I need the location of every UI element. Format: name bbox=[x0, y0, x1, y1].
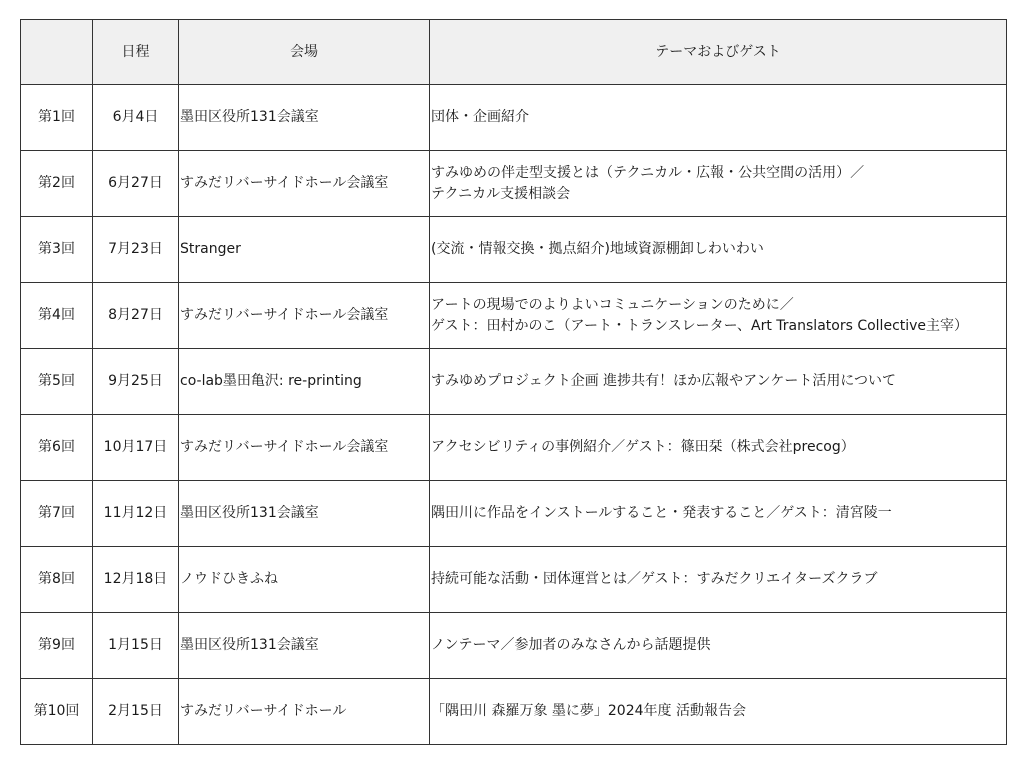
session-cell: 第6回 bbox=[21, 415, 93, 481]
table-row bbox=[21, 613, 1007, 679]
date-cell: 12月18日 bbox=[93, 547, 179, 613]
table-row bbox=[21, 217, 1007, 283]
table-header bbox=[21, 20, 1007, 85]
session-cell: 第1回 bbox=[21, 85, 93, 151]
session-cell: 第3回 bbox=[21, 217, 93, 283]
venue-cell: Stranger bbox=[179, 217, 430, 283]
venue-cell: すみだリバーサイドホール bbox=[179, 679, 430, 745]
date-cell: 6月4日 bbox=[93, 85, 179, 151]
header-date: 日程 bbox=[93, 20, 179, 85]
theme-cell: ノンテーマ／参加者のみなさんから話題提供 bbox=[430, 613, 1007, 679]
header-venue: 会場 bbox=[179, 20, 430, 85]
table-row bbox=[21, 547, 1007, 613]
theme-cell: アクセシビリティの事例紹介／ゲスト：篠田栞（株式会社precog） bbox=[430, 415, 1007, 481]
theme-cell: 持続可能な活動・団体運営とは／ゲスト：すみだクリエイターズクラブ bbox=[430, 547, 1007, 613]
theme-cell: すみゆめプロジェクト企画 進捗共有！ほか広報やアンケート活用について bbox=[430, 349, 1007, 415]
date-cell: 2月15日 bbox=[93, 679, 179, 745]
table-row bbox=[21, 151, 1007, 217]
date-cell: 9月25日 bbox=[93, 349, 179, 415]
venue-cell: すみだリバーサイドホール会議室 bbox=[179, 151, 430, 217]
schedule-table bbox=[20, 19, 1007, 745]
session-cell: 第7回 bbox=[21, 481, 93, 547]
session-cell: 第2回 bbox=[21, 151, 93, 217]
theme-cell: アートの現場でのよりよいコミュニケーションのために／ ゲスト：田村かのこ（アート・トランスレーター、Art Translators Collective主宰） bbox=[430, 283, 1007, 349]
date-cell: 10月17日 bbox=[93, 415, 179, 481]
date-cell: 8月27日 bbox=[93, 283, 179, 349]
theme-cell: (交流・情報交換・拠点紹介)地域資源棚卸しわいわい bbox=[430, 217, 1007, 283]
date-cell: 11月12日 bbox=[93, 481, 179, 547]
session-cell: 第9回 bbox=[21, 613, 93, 679]
table-row bbox=[21, 349, 1007, 415]
header-row bbox=[21, 20, 1007, 85]
session-cell: 第8回 bbox=[21, 547, 93, 613]
theme-cell: すみゆめの伴走型支援とは（テクニカル・広報・公共空間の活用）／ テクニカル支援相談会 bbox=[430, 151, 1007, 217]
venue-cell: 墨田区役所131会議室 bbox=[179, 613, 430, 679]
table-body bbox=[21, 85, 1007, 745]
table-row bbox=[21, 85, 1007, 151]
table-row bbox=[21, 283, 1007, 349]
theme-cell: 隅田川に作品をインストールすること・発表すること／ゲスト：清宮陵一 bbox=[430, 481, 1007, 547]
header-session bbox=[21, 20, 93, 85]
venue-cell: すみだリバーサイドホール会議室 bbox=[179, 415, 430, 481]
theme-cell: 団体・企画紹介 bbox=[430, 85, 1007, 151]
date-cell: 6月27日 bbox=[93, 151, 179, 217]
session-cell: 第5回 bbox=[21, 349, 93, 415]
table-row bbox=[21, 481, 1007, 547]
venue-cell: すみだリバーサイドホール会議室 bbox=[179, 283, 430, 349]
session-cell: 第10回 bbox=[21, 679, 93, 745]
session-cell: 第4回 bbox=[21, 283, 93, 349]
date-cell: 7月23日 bbox=[93, 217, 179, 283]
date-cell: 1月15日 bbox=[93, 613, 179, 679]
venue-cell: 墨田区役所131会議室 bbox=[179, 481, 430, 547]
venue-cell: ノウドひきふね bbox=[179, 547, 430, 613]
venue-cell: 墨田区役所131会議室 bbox=[179, 85, 430, 151]
header-theme: テーマおよびゲスト bbox=[430, 20, 1007, 85]
venue-cell: co-lab墨田亀沢: re-printing bbox=[179, 349, 430, 415]
table-row bbox=[21, 415, 1007, 481]
table-row bbox=[21, 679, 1007, 745]
theme-cell: 「隅田川 森羅万象 墨に夢」2024年度 活動報告会 bbox=[430, 679, 1007, 745]
